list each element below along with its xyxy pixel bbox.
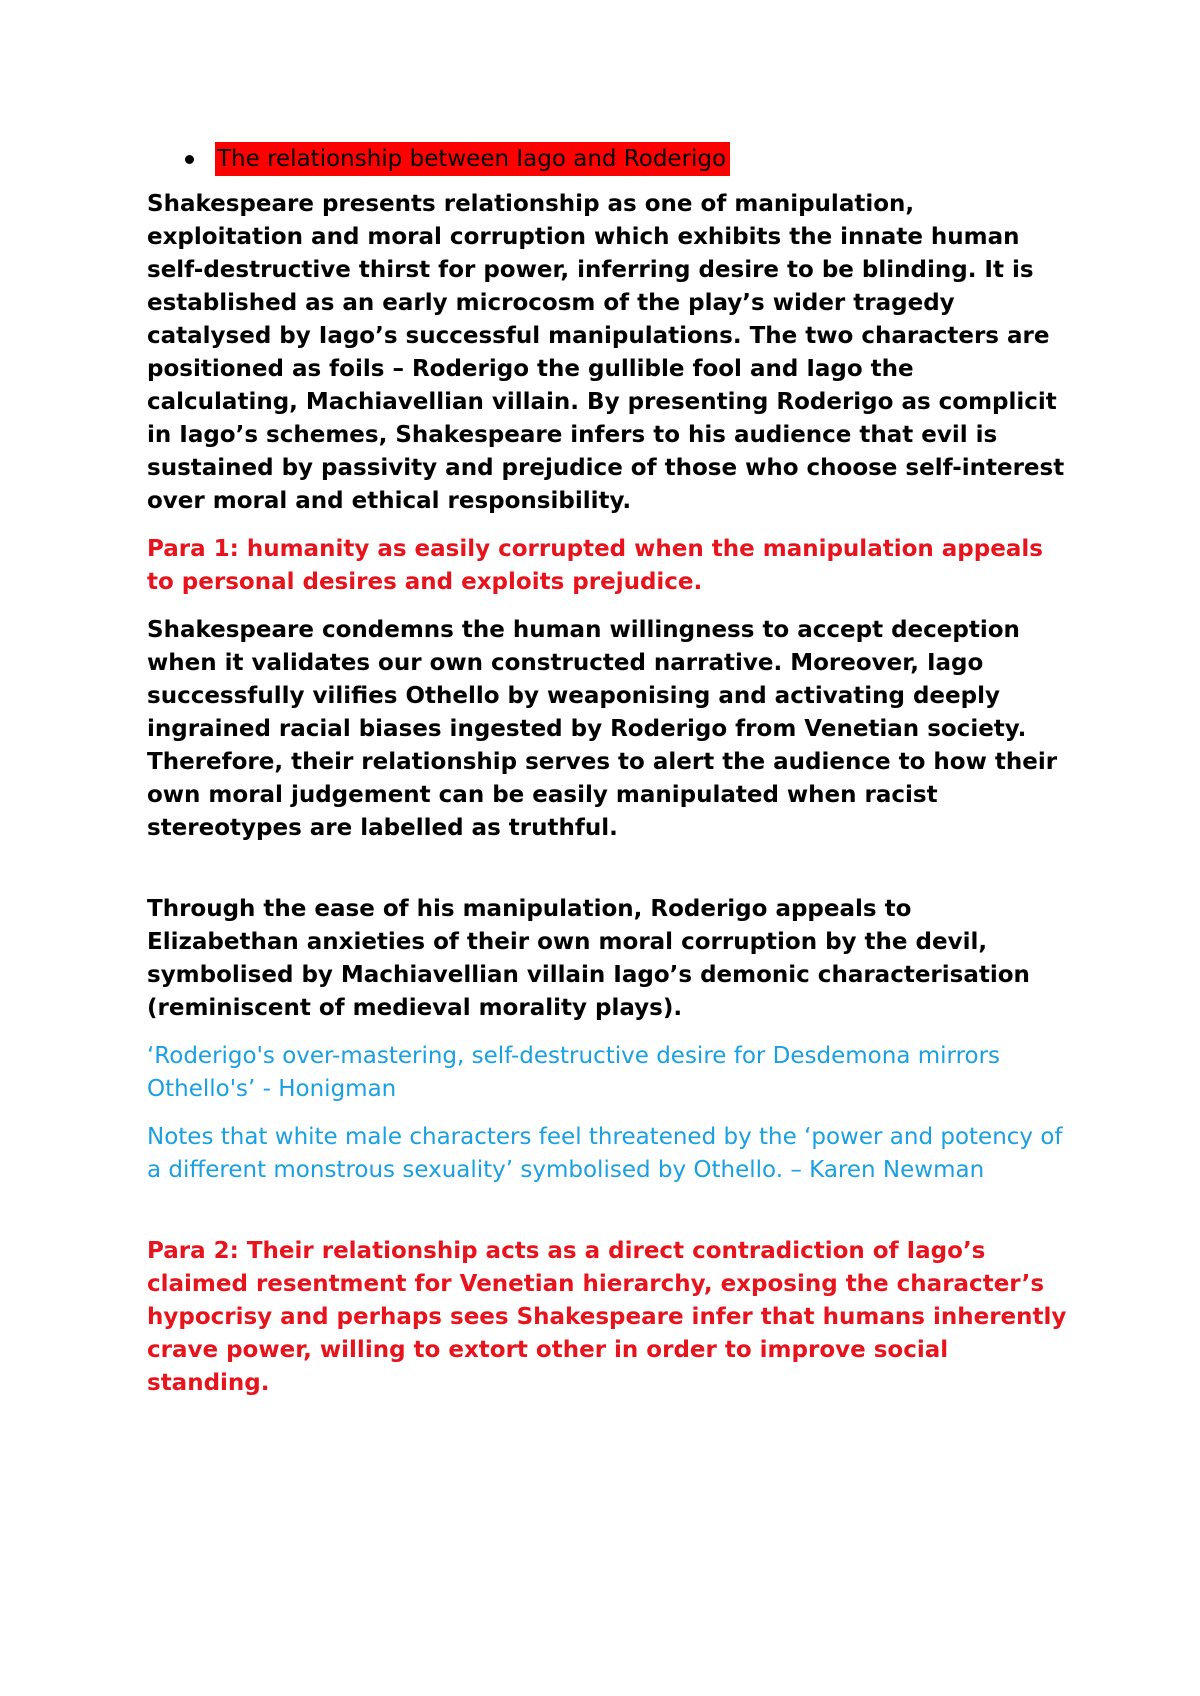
critic-quote-honigman: ‘Roderigo's over-mastering, self-destructive desire for Desdemona mirrors Othello's’ - Honigman [147,1043,1001,1102]
para2-heading: Para 2: Their relationship acts as a direct contradiction of Iago’s claimed resentment for Venetian hierarchy, exposing the character’s hypocrisy and perhaps sees Shakespeare infer that humans inherently crave power, willing to extort other in order to improve social standing. [147,1238,1067,1396]
critic-quote-newman: Notes that white male characters feel threatened by the ‘power and potency of a different monstrous sexuality’ symbolised by Othello. – Karen Newman [147,1124,1063,1183]
highlighted-topic-title: The relationship between Iago and Roderigo [215,142,730,176]
blank-line [147,860,1067,893]
para1-body-paragraph-2: Through the ease of his manipulation, Roderigo appeals to Elizabethan anxieties of their own moral corruption by the devil, symbolised by Machiavellian villain Iago’s demonic characterisation (reminiscent of medieval morality plays). [147,896,1030,1021]
intro-paragraph: Shakespeare presents relationship as one of manipulation, exploitation and moral corruption which exhibits the innate human self-destructive thirst for power, inferring desire to be blinding. It is established as an early microcosm of the play’s wider tragedy catalysed by Iago’s successful manipulations. The two characters are positioned as foils – Roderigo the gullible fool and Iago the calculating, Machiavellian villain. By presenting Roderigo as complicit in Iago’s schemes, Shakespeare infers to his audience that evil is sustained by passivity and prejudice of those who choose self-interest over moral and ethical responsibility. [147,191,1065,514]
para1-body-paragraph: Shakespeare condemns the human willingness to accept deception when it validates our own constructed narrative. Moreover, Iago successfully vilifies Othello by weaponising and activating deeply ingrained racial biases ingested by Roderigo from Venetian society. Therefore, their relationship serves to alert the audience to how their own moral judgement can be easily manipulated when racist stereotypes are labelled as truthful. [147,617,1058,841]
bullet-icon [185,155,194,164]
bullet-list-item [147,142,1067,176]
document-content [147,142,1067,1415]
blank-line [147,1202,1067,1235]
para1-heading: Para 1: humanity as easily corrupted when the manipulation appeals to personal desires and exploits prejudice. [147,536,1043,595]
